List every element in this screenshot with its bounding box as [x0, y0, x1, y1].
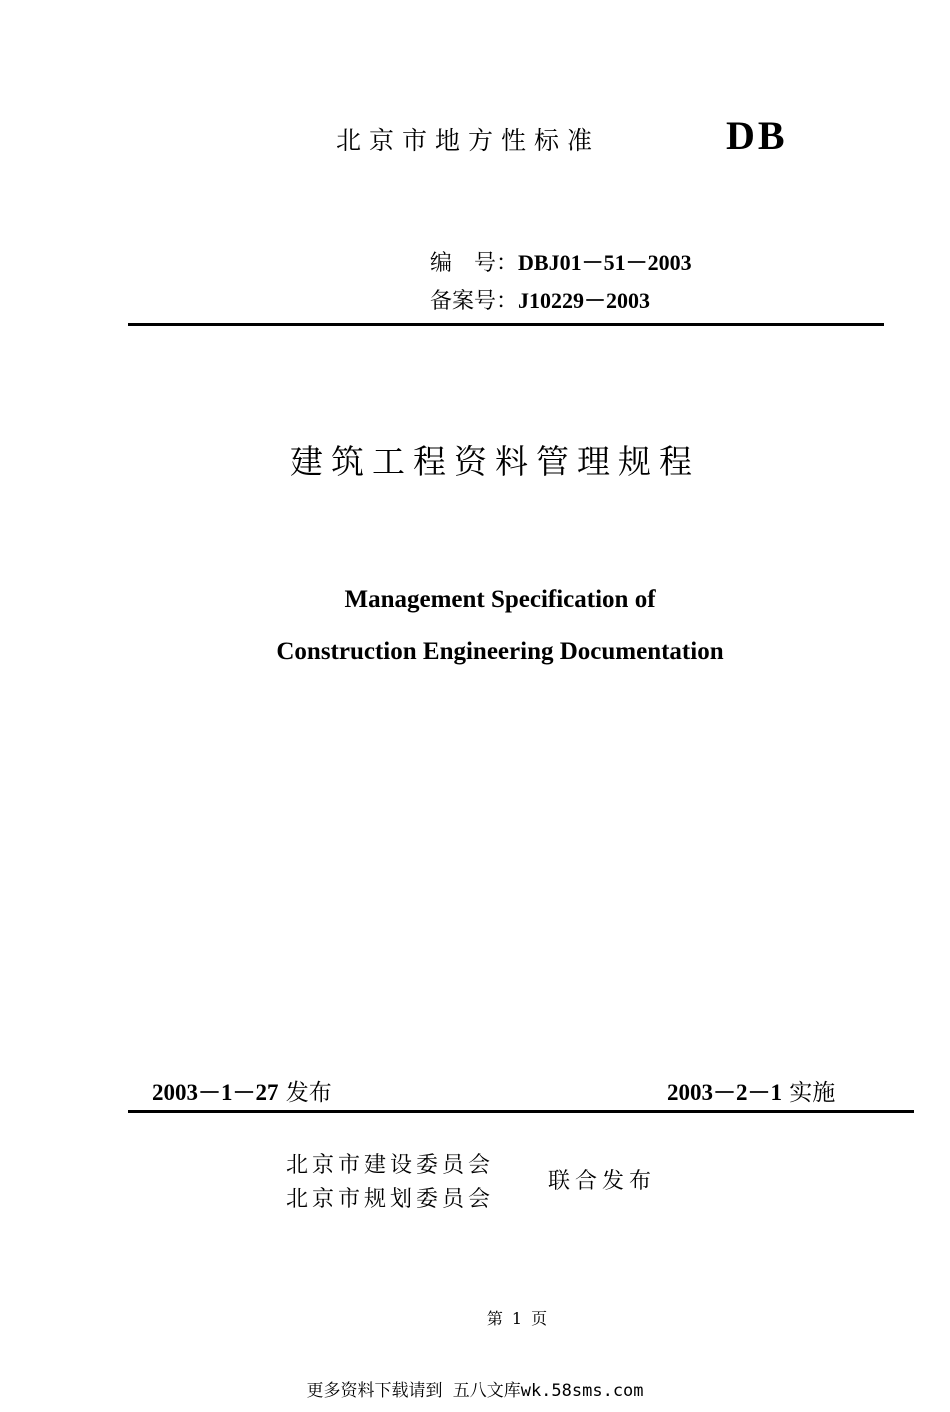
- joint-issue-label: 联合发布: [548, 1169, 657, 1194]
- page-number: 第 1 页: [486, 1309, 548, 1328]
- db-mark: DB: [726, 113, 788, 158]
- document-title-english-line-1: Management Specification of: [344, 586, 656, 613]
- standard-number-value: DBJ01－51－2003: [518, 250, 692, 275]
- record-number-line: [430, 284, 650, 315]
- standard-number-line: [430, 246, 692, 277]
- implement-date: 2003－2－1: [667, 1080, 782, 1105]
- document-title-english-line-2: Construction Engineering Documentation: [276, 638, 724, 665]
- record-number-value: J10229－2003: [518, 288, 651, 313]
- publish-label: 发布: [278, 1080, 332, 1106]
- issuer-planning-committee: 北京市规划委员会: [286, 1187, 495, 1212]
- standard-name: 北京市地方性标准: [336, 126, 601, 155]
- implement-date-line: [667, 1074, 835, 1107]
- document-title-chinese: 建筑工程资料管理规程: [290, 442, 700, 481]
- publish-date-line: [152, 1074, 332, 1107]
- footer-divider: [128, 1110, 914, 1113]
- publish-date: 2003－1－27: [152, 1080, 279, 1105]
- download-footer: 更多资料下载请到 五八文库wk.58sms.com: [306, 1381, 644, 1401]
- standard-number-label: 编 号：: [430, 251, 519, 276]
- issuer-construction-committee: 北京市建设委员会: [286, 1153, 495, 1178]
- header-divider: [128, 323, 884, 326]
- record-number-label: 备案号：: [430, 289, 519, 314]
- implement-label: 实施: [782, 1080, 836, 1106]
